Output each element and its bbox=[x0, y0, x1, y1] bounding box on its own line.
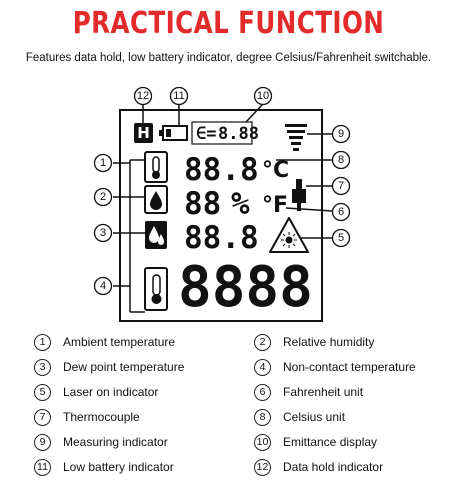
legend-item bbox=[254, 408, 345, 426]
battery-icon bbox=[159, 126, 187, 140]
legend-item bbox=[34, 383, 158, 401]
callout-6 bbox=[333, 204, 350, 221]
callout-2 bbox=[95, 189, 112, 206]
callout-5 bbox=[333, 230, 350, 247]
humidity-unit: % bbox=[231, 186, 250, 222]
emittance-digits: 8.88 bbox=[218, 124, 259, 144]
page-title: PRACTICAL FUNCTION bbox=[72, 6, 385, 41]
legend bbox=[0, 328, 457, 488]
legend-item bbox=[34, 358, 184, 376]
legend-item bbox=[254, 333, 374, 351]
legend-number: 10 bbox=[254, 434, 271, 451]
measuring-indicator-icon bbox=[285, 124, 307, 151]
legend-number: 1 bbox=[34, 334, 51, 351]
legend-number: 7 bbox=[34, 409, 51, 426]
svg-text:1: 1 bbox=[99, 157, 107, 169]
svg-text:7: 7 bbox=[337, 180, 345, 192]
callout-9 bbox=[333, 126, 350, 143]
hold-symbol: H bbox=[137, 124, 150, 142]
humidity-drop-icon bbox=[145, 186, 167, 213]
callout-3 bbox=[95, 225, 112, 242]
emittance-prefix: ∈= bbox=[196, 124, 217, 144]
callout-7 bbox=[333, 178, 350, 195]
svg-text:4: 4 bbox=[99, 280, 107, 292]
legend-number: 6 bbox=[254, 384, 271, 401]
thermometer-icon bbox=[145, 152, 167, 182]
legend-item bbox=[34, 458, 174, 476]
svg-text:8: 8 bbox=[337, 154, 345, 166]
legend-number: 3 bbox=[34, 359, 51, 376]
callout-11 bbox=[171, 88, 188, 105]
legend-number: 12 bbox=[254, 459, 271, 476]
legend-item bbox=[34, 333, 175, 351]
dew-point-icon bbox=[145, 221, 167, 249]
svg-text:11: 11 bbox=[173, 90, 185, 102]
svg-text:3: 3 bbox=[99, 227, 107, 239]
legend-label: Ambient temperature bbox=[63, 335, 176, 349]
main-temp-digits: 8888 bbox=[178, 255, 313, 320]
legend-label: Data hold indicator bbox=[283, 460, 384, 474]
callout-1 bbox=[95, 155, 112, 172]
svg-text:5: 5 bbox=[337, 232, 345, 244]
legend-item bbox=[34, 408, 140, 426]
ambient-temp-digits: 88.8 bbox=[184, 152, 259, 188]
svg-text:9: 9 bbox=[337, 128, 345, 140]
legend-label: Thermocouple bbox=[63, 410, 140, 424]
callout-4 bbox=[95, 278, 112, 295]
legend-label: Measuring indicator bbox=[63, 435, 168, 449]
legend-number: 11 bbox=[34, 459, 51, 476]
dew-point-digits: 88.8 bbox=[184, 220, 259, 256]
legend-number: 5 bbox=[34, 384, 51, 401]
legend-label: Emittance display bbox=[283, 435, 378, 449]
laser-warning-icon bbox=[270, 218, 308, 252]
svg-text:6: 6 bbox=[337, 206, 345, 218]
legend-label: Low battery indicator bbox=[63, 460, 174, 474]
callout-12 bbox=[135, 88, 152, 105]
humidity-digits: 88 bbox=[184, 186, 222, 222]
thermocouple-icon bbox=[292, 179, 306, 211]
svg-text:2: 2 bbox=[99, 191, 107, 203]
legend-label: Fahrenheit unit bbox=[283, 385, 364, 399]
legend-label: Celsius unit bbox=[283, 410, 346, 424]
svg-text:10: 10 bbox=[256, 90, 270, 102]
legend-number: 2 bbox=[254, 334, 271, 351]
legend-number: 4 bbox=[254, 359, 271, 376]
legend-item bbox=[254, 433, 377, 451]
legend-item bbox=[34, 433, 168, 451]
page-subtitle: Features data hold, low battery indicator, degree Celsius/Fahrenheit switchable. bbox=[25, 52, 432, 64]
non-contact-thermometer-icon bbox=[145, 268, 167, 310]
legend-number: 8 bbox=[254, 409, 271, 426]
legend-item bbox=[254, 458, 383, 476]
legend-item bbox=[254, 358, 416, 376]
callout-10 bbox=[255, 88, 272, 105]
legend-label: Laser on indicator bbox=[63, 385, 159, 399]
callout-8 bbox=[333, 152, 350, 169]
celsius-unit: °C bbox=[262, 158, 290, 183]
legend-label: Dew point temperature bbox=[63, 360, 185, 374]
legend-label: Non-contact temperature bbox=[283, 360, 416, 374]
fahrenheit-unit: °F bbox=[262, 193, 289, 218]
legend-number: 9 bbox=[34, 434, 51, 451]
svg-text:12: 12 bbox=[136, 90, 150, 102]
legend-item bbox=[254, 383, 363, 401]
legend-label: Relative humidity bbox=[283, 335, 375, 349]
